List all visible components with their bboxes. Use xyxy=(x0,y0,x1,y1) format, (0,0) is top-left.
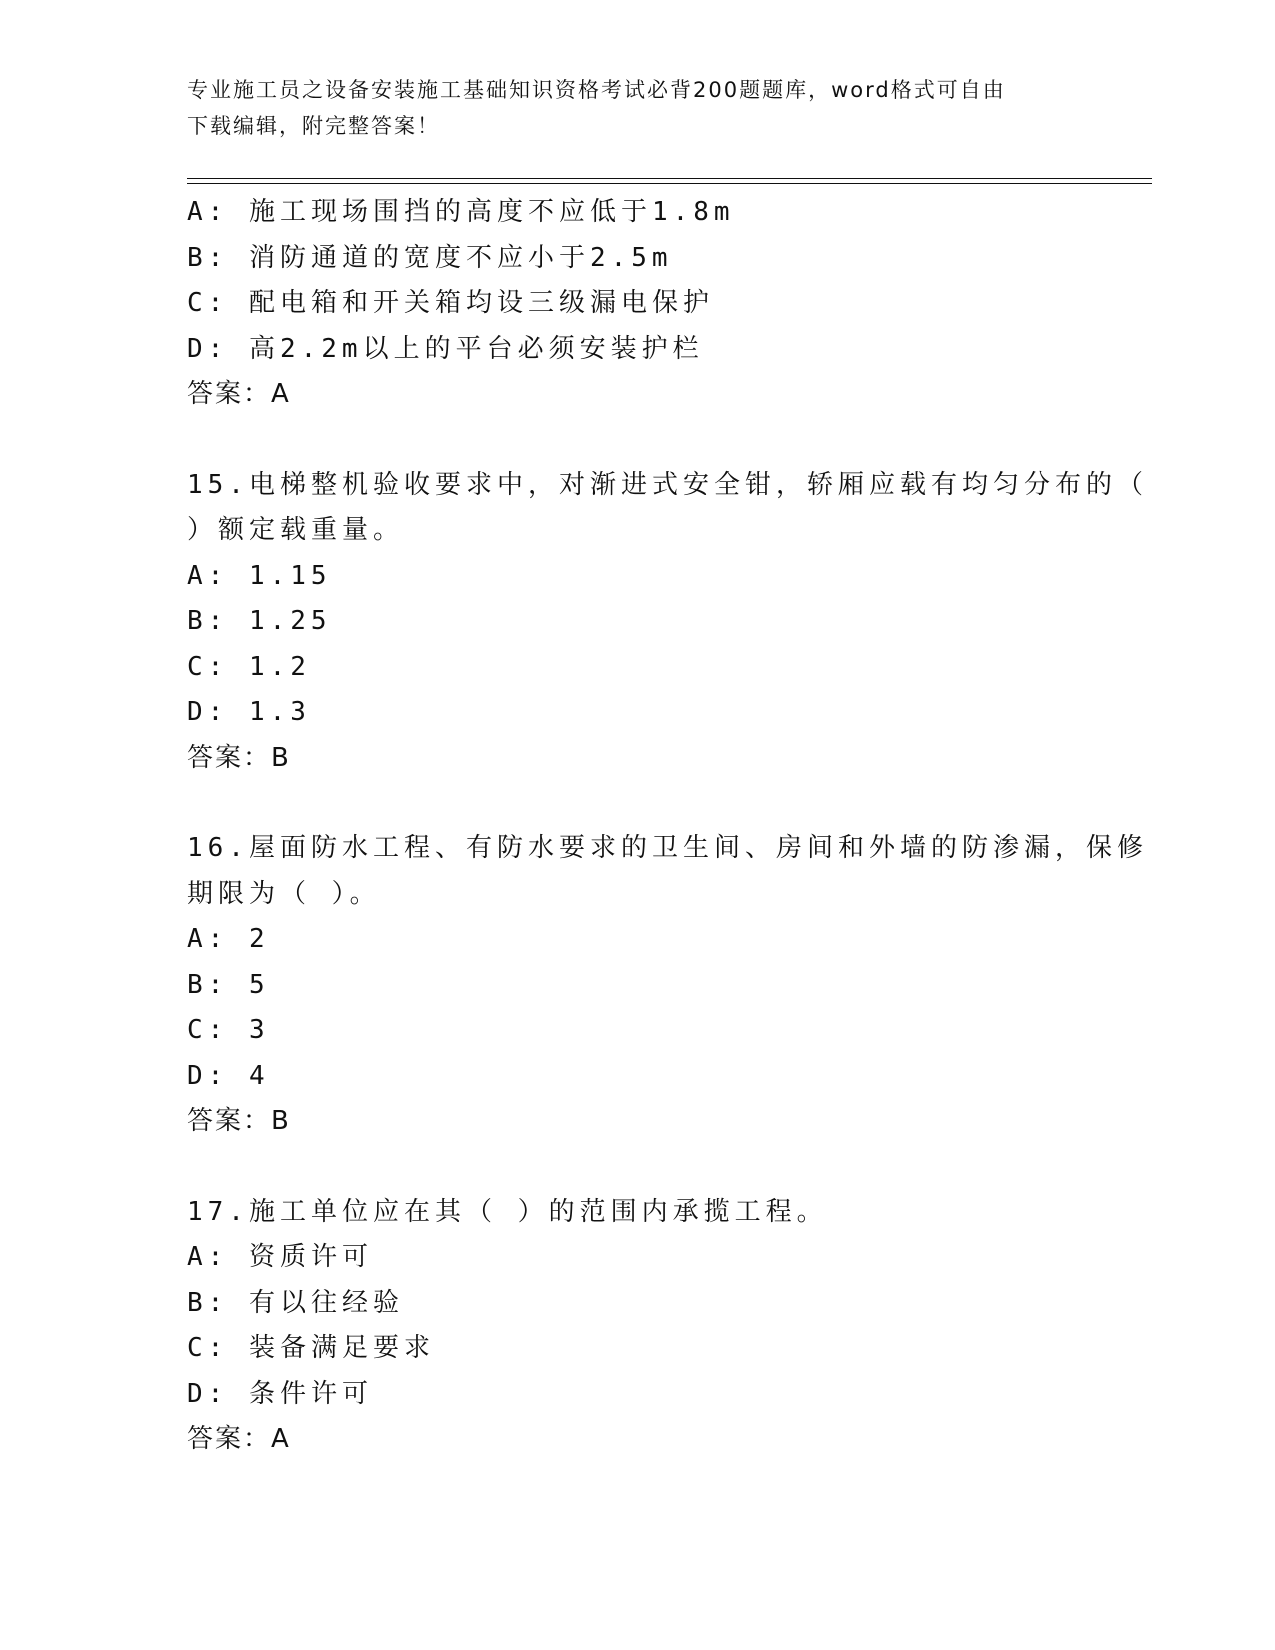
question-stem-continued: 期限为（ ）。 xyxy=(187,878,381,909)
option-c: C: 配电箱和开关箱均设三级漏电保护 xyxy=(187,288,714,318)
option-d: D: 1.3 xyxy=(187,697,311,727)
question-17 xyxy=(187,1190,1067,1463)
header-divider-top xyxy=(187,178,1152,179)
answer: 答案：A xyxy=(187,379,291,409)
option-b: B: 5 xyxy=(187,969,270,1000)
question-stem: 15.电梯整机验收要求中，对渐进式安全钳，轿厢应载有均匀分布的（ xyxy=(187,469,1148,500)
question-stem: 17.施工单位应在其（ ）的范围内承揽工程。 xyxy=(187,1196,828,1227)
option-a: A: 1.15 xyxy=(187,560,332,591)
option-c: C: 装备满足要求 xyxy=(187,1333,435,1363)
question-15 xyxy=(187,463,1148,782)
option-d: D: 条件许可 xyxy=(187,1378,373,1409)
header-divider-bottom xyxy=(187,183,1152,184)
question-list xyxy=(187,190,1148,1463)
answer: 答案：B xyxy=(187,742,291,773)
option-a: A: 施工现场围挡的高度不应低于1.8m xyxy=(187,197,735,227)
option-d: D: 4 xyxy=(187,1060,270,1091)
question-stem-continued: ）额定载重量。 xyxy=(187,515,405,545)
answer: 答案：A xyxy=(187,1424,291,1454)
option-a: A: 资质许可 xyxy=(187,1242,373,1272)
option-c: C: 1.2 xyxy=(187,651,311,682)
option-d: D: 高2.2m以上的平台必须安装护栏 xyxy=(187,333,704,364)
answer: 答案：B xyxy=(187,1106,291,1136)
option-c: C: 3 xyxy=(187,1015,270,1045)
option-b: B: 1.25 xyxy=(187,606,332,636)
header-line-2: 下载编辑，附完整答案！ xyxy=(187,114,440,138)
question-14-partial xyxy=(187,190,1067,418)
option-b: B: 有以往经验 xyxy=(187,1287,404,1318)
question-16 xyxy=(187,826,1148,1145)
option-a: A: 2 xyxy=(187,924,270,954)
document-header xyxy=(187,72,1067,144)
question-stem: 16.屋面防水工程、有防水要求的卫生间、房间和外墙的防渗漏，保修 xyxy=(187,833,1148,863)
header-line-1: 专业施工员之设备安装施工基础知识资格考试必背200题题库，word格式可自由 xyxy=(187,78,1006,102)
option-b: B: 消防通道的宽度不应小于2.5m xyxy=(187,242,673,273)
